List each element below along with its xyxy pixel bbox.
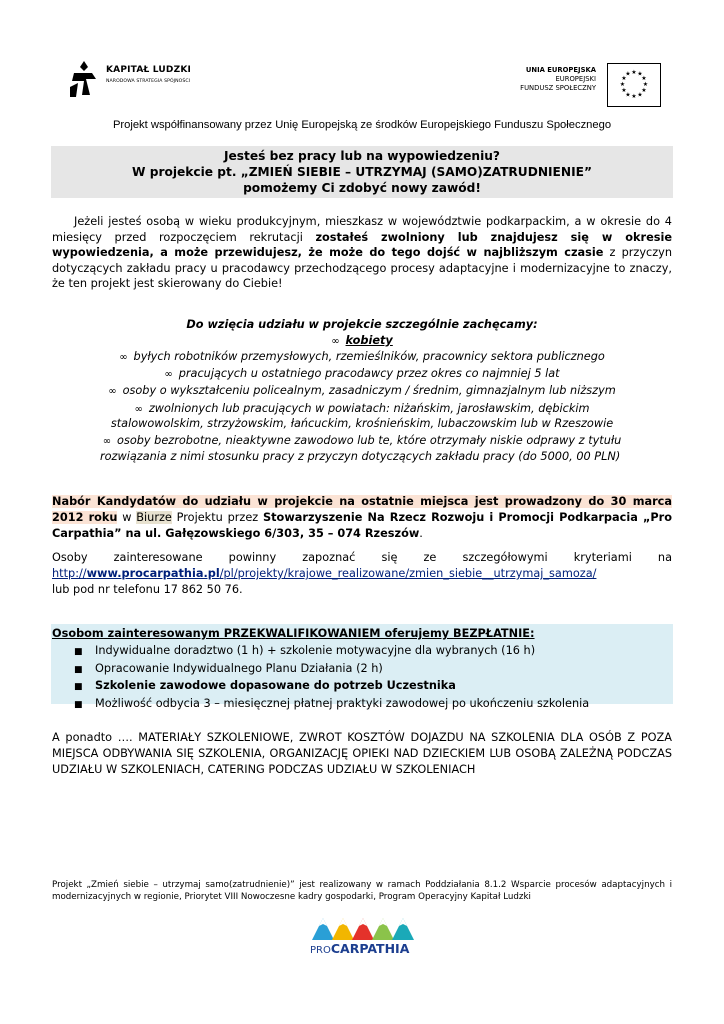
- mountains-icon: [310, 914, 420, 942]
- bullet-icon: ∞: [331, 336, 340, 347]
- encourage-text: byłych robotników przemysłowych, rzemieślników, pracownicy sektora publicznego: [133, 350, 605, 363]
- intro-bold: zostałeś zwolniony lub znajdujesz się w okresie wypowiedzenia, a może przewidujesz, że może do tego dojść w najbliższym czasie: [52, 230, 672, 259]
- svg-text:★: ★: [642, 81, 649, 88]
- encourage-text: pracujących u ostatniego pracodawcy przez okres co najmniej 5 lat: [178, 367, 560, 380]
- cofinancing-note: Projekt współfinansowany przez Unię Europejską ze środków Europejskiego Funduszu Społecznego: [112, 119, 612, 131]
- heading: [51, 148, 673, 196]
- link-path: /pl/projekty/krajowe_realizowane/zmien_siebie__utrzymaj_samoza/: [219, 567, 597, 580]
- link-prefix: http://: [52, 567, 87, 580]
- svg-text:★: ★: [619, 81, 626, 88]
- kapital-ludzki-title: KAPITAŁ LUDZKI: [106, 65, 192, 75]
- offer-text: Szkolenie zawodowe dopasowane do potrzeb Uczestnika: [95, 679, 456, 693]
- svg-text:★: ★: [625, 91, 631, 99]
- offer-item: [74, 696, 589, 714]
- square-bullet-icon: ■: [74, 699, 83, 710]
- encourage-text: zwolnionych lub pracujących w powiatach: niżańskim, jarosławskim, dębickim: [148, 402, 590, 415]
- logo-carpathia: CARPATHIA: [330, 941, 410, 956]
- pro-carpathia-logo: [310, 914, 420, 960]
- contact-phone: lub pod nr telefonu 17 862 50 76.: [52, 583, 243, 596]
- recruitment-organization: Stowarzyszenie Na Rzecz Rozwoju i Promocji Podkarpacia „Pro Carpathia” na ul. Gałęzowskiego 6/303, 35 – 074 Rzeszów: [52, 511, 673, 540]
- encourage-item-2: [52, 366, 672, 382]
- offer-title: Osobom zainteresowanym PRZEKWALIFIKOWANIEM oferujemy BEZPŁATNIE:: [52, 627, 535, 640]
- recruitment-text: .: [419, 527, 423, 540]
- heading-line-3: pomożemy Ci zdobyć nowy zawód!: [243, 181, 481, 195]
- offer-text: Opracowanie Indywidualnego Planu Działania (2 h): [95, 661, 383, 675]
- intro-paragraph: [52, 214, 672, 292]
- eu-line-3: FUNDUSZ SPOŁECZNY: [520, 84, 596, 92]
- kapital-ludzki-emblem-icon: [66, 57, 102, 101]
- encourage-item-3: [52, 383, 672, 399]
- encourage-item-5-cont: rozwiązania z nimi stosunku pracy z przyczyn dotyczących zakładu pracy (do 5000, 00 PLN): [100, 450, 621, 463]
- encourage-text: osoby bezrobotne, nieaktywne zawodowo lub te, które otrzymały niskie odprawy z tytułu: [117, 434, 622, 447]
- square-bullet-icon: ■: [74, 682, 83, 693]
- offer-item: [74, 678, 589, 696]
- offer-item: [74, 643, 589, 661]
- bullet-icon: ∞: [102, 436, 112, 447]
- recruitment-text: w: [117, 511, 137, 524]
- eu-logo: [510, 63, 660, 105]
- bullet-icon: ∞: [134, 404, 143, 415]
- project-link[interactable]: [52, 567, 596, 580]
- eu-logo-text: [510, 66, 596, 93]
- svg-text:★: ★: [641, 87, 647, 94]
- encourage-item-4: [52, 401, 672, 417]
- heading-line-2: W projekcie pt. „ZMIEŃ SIEBIE – UTRZYMAJ (SAMO)ZATRUDNIENIE”: [132, 165, 592, 179]
- intro-part-1: Jeżeli jesteś osobą w wieku produkcyjnym, mieszkasz w województwie podkarpackim, a w okresie do 4 miesięcy przed rozpoczęciem rekrutacji: [52, 215, 672, 244]
- intro-part-2: z przyczyn dotyczących zakładu pracy u pracodawcy przechodzącego procesy adaptacyjne i modernizacyjne to znaczy, że ten projekt jest skierowany do Ciebie!: [52, 246, 672, 290]
- contact-text: Osoby zainteresowane powinny zapoznać się ze szczegółowymi kryteriami na: [52, 551, 672, 564]
- svg-text:★: ★: [637, 91, 643, 99]
- svg-text:★: ★: [625, 70, 631, 78]
- women-label: kobiety: [345, 334, 393, 347]
- contact-paragraph: [52, 550, 672, 598]
- svg-text:★: ★: [621, 87, 627, 94]
- eu-line-2: EUROPEJSKI: [555, 75, 596, 83]
- extras-paragraph: A ponadto …. MATERIAŁY SZKOLENIOWE, ZWROT KOSZTÓW DOJAZDU NA SZKOLENIA DLA OSÓB Z POZA MIEJSCA ODBYWANIA SIĘ SZKOLENIA, ORGANIZACJĘ OPIEKI NAD DZIECKIEM LUB OSOBĄ ZALEŻNĄ PODCZAS UDZIAŁU W SZKOLENIACH, CATERING PODCZAS UDZIAŁU W SZKOLENIACH: [52, 731, 672, 776]
- square-bullet-icon: ■: [74, 647, 83, 657]
- bullet-icon: ∞: [164, 369, 173, 380]
- offer-list: [74, 643, 589, 713]
- encourage-title: Do wzięcia udziału w projekcie szczególnie zachęcamy:: [186, 318, 538, 331]
- svg-text:★: ★: [631, 69, 637, 76]
- pro-carpathia-wordmark: [310, 941, 420, 956]
- recruitment-text: Projektu przez: [171, 511, 264, 524]
- eu-flag-icon: [607, 63, 661, 107]
- encourage-women: [52, 333, 672, 349]
- recruitment-office: Biurze: [136, 511, 172, 524]
- encourage-item-4-cont: stalowowolskim, strzyżowskim, łańcuckim, krośnieńskim, lubaczowskim lub w Rzeszowie: [110, 417, 614, 430]
- svg-text:★: ★: [621, 75, 627, 82]
- kapital-ludzki-logo: [66, 55, 196, 105]
- link-domain: www.procarpathia.pl: [86, 567, 220, 580]
- offer-item: [74, 661, 589, 679]
- bullet-icon: ∞: [119, 352, 128, 363]
- recruitment-paragraph: [52, 494, 672, 542]
- encourage-item-5: [52, 433, 672, 449]
- square-bullet-icon: ■: [74, 664, 83, 675]
- offer-text: Indywidualne doradztwo (1 h) + szkolenie motywacyjne dla wybranych (16 h): [95, 644, 536, 657]
- eu-line-1: UNIA EUROPEJSKA: [525, 66, 596, 74]
- offer-text: Możliwość odbycia 3 – miesięcznej płatnej praktyki zawodowej po ukończeniu szkolenia: [95, 696, 590, 710]
- svg-text:★: ★: [641, 75, 647, 82]
- recruitment-deadline: Nabór Kandydatów do udziału w projekcie na ostatnie miejsca jest prowadzony do 30 marca 2012 roku: [52, 495, 672, 524]
- encourage-item-1: [52, 349, 672, 365]
- svg-text:★: ★: [631, 93, 637, 100]
- encourage-text: osoby o wykształceniu policealnym, zasadniczym / średnim, gimnazjalnym lub niższym: [122, 384, 616, 397]
- kapital-ludzki-subtitle: NARODOWA STRATEGIA SPÓJNOŚCI: [106, 79, 191, 84]
- bullet-icon: ∞: [108, 386, 117, 397]
- footer-note: Projekt „Zmień siebie – utrzymaj samo(zatrudnienie)” jest realizowany w ramach Poddziałania 8.1.2 Wsparcie procesów adaptacyjnych i modernizacyjnych w regionie, Priorytet VIII Nowoczesne kadry gospodarki, Program Operacyjny Kapitał Ludzki: [52, 880, 672, 902]
- logo-pro: PRO: [310, 945, 331, 956]
- svg-text:★: ★: [637, 70, 643, 78]
- heading-line-1: Jesteś bez pracy lub na wypowiedzeniu?: [224, 149, 500, 163]
